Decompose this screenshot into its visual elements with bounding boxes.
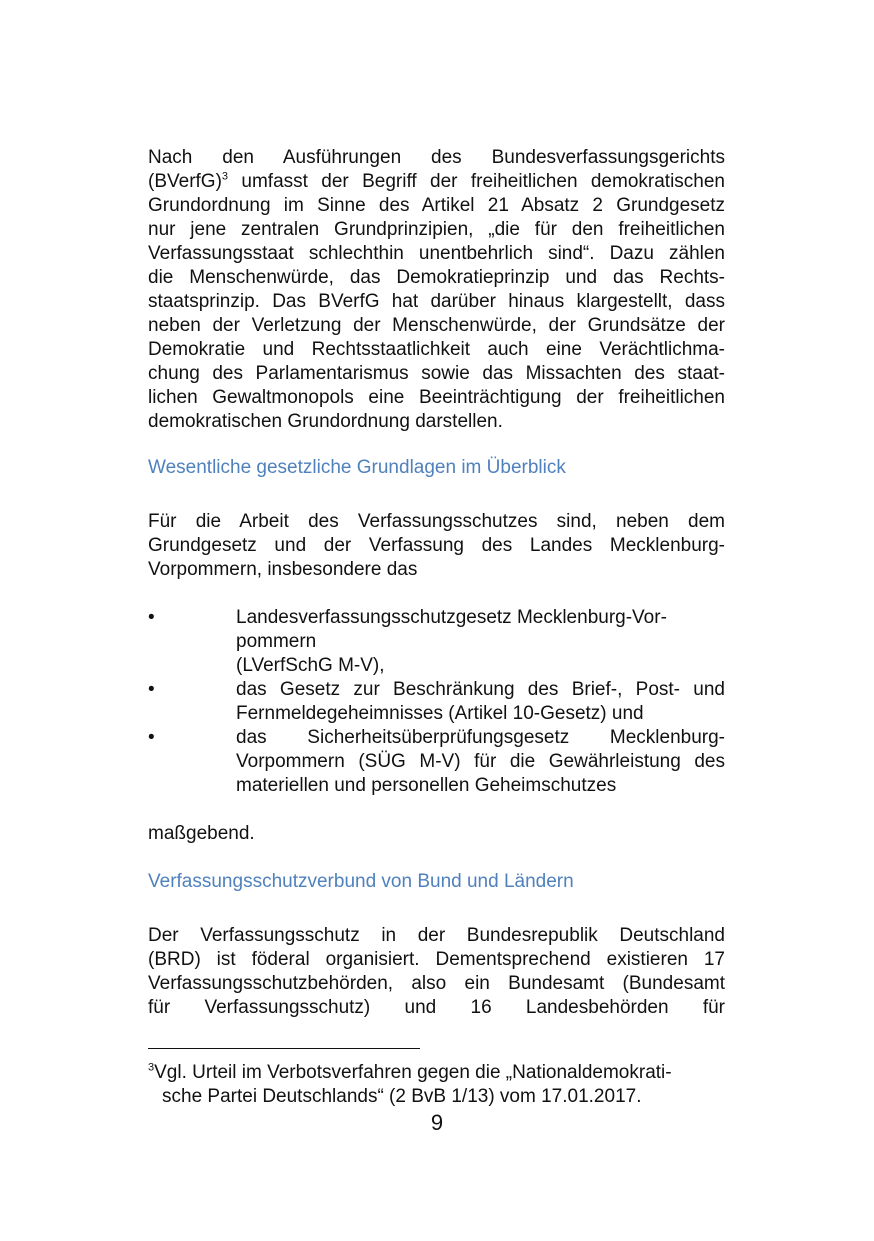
list-item-text xyxy=(236,726,725,798)
page-number: 9 xyxy=(430,1110,444,1135)
text-line: Grundordnung im Sinne des Artikel 21 Absatz 2 Grundgesetz xyxy=(148,195,725,216)
footnote-reference[interactable]: 3 xyxy=(221,170,229,183)
bullet-icon: • xyxy=(148,679,155,700)
text-line: pommern xyxy=(236,631,317,652)
footnote-marker: 3 xyxy=(148,1061,155,1074)
text-line: Verfassungsschutzbehörden, also ein Bundesamt (Bundesamt xyxy=(148,973,725,994)
text-line: für Verfassungsschutz) und 16 Landesbehörden für xyxy=(148,997,725,1018)
text-line: Vorpommern, insbesondere das xyxy=(148,559,418,580)
text-line: Für die Arbeit des Verfassungsschutzes sind, neben dem xyxy=(148,511,725,532)
footnote xyxy=(148,1061,725,1109)
section-heading-federal-network: Verfassungsschutzverbund von Bund und Ländern xyxy=(148,871,574,892)
text-fragment: (BVerfG) xyxy=(148,171,222,192)
paragraph-federal-structure xyxy=(148,924,725,1020)
bullet-list xyxy=(148,606,725,798)
text-line: das Sicherheitsüberprüfungsgesetz Mecklenburg- xyxy=(236,727,725,748)
text-line: Landesverfassungsschutzgesetz Mecklenburg-Vor- xyxy=(236,607,667,628)
text-line: staatsprinzip. Das BVerfG hat darüber hinaus klargestellt, dass xyxy=(148,291,725,312)
list-item xyxy=(148,726,725,798)
text-line: chung des Parlamentarismus sowie das Missachten des staat- xyxy=(148,363,725,384)
text-line: (LVerfSchG M-V), xyxy=(236,655,385,676)
page-body xyxy=(148,146,725,1020)
text-fragment: umfasst der Begriff der freiheitlichen demokratischen xyxy=(228,171,725,192)
bullet-icon: • xyxy=(148,727,155,748)
footnote-line xyxy=(148,1061,725,1085)
text-line: Verfassungsstaat schlechthin unentbehrlich sind“. Dazu zählen xyxy=(148,243,725,264)
footnote-text: Vgl. Urteil im Verbotsverfahren gegen die „Nationaldemokrati- xyxy=(154,1062,672,1083)
text-line: Fernmeldegeheimnisses (Artikel 10-Gesetz) und xyxy=(236,703,644,724)
text-line: nur jene zentralen Grundprinzipien, „die für den freiheitlichen xyxy=(148,219,725,240)
text-line: das Gesetz zur Beschränkung des Brief-, Post- und xyxy=(236,679,725,700)
text-line: Vorpommern (SÜG M-V) für die Gewährleistung des xyxy=(236,751,725,772)
text-line: Demokratie und Rechtsstaatlichkeit auch eine Verächtlichma- xyxy=(148,339,725,360)
text-line: lichen Gewaltmonopols eine Beeinträchtigung der freiheitlichen xyxy=(148,387,725,408)
text-line: demokratischen Grundordnung darstellen. xyxy=(148,411,503,432)
paragraph-constitutional-order xyxy=(148,146,725,434)
text-line: (BRD) ist föderal organisiert. Dementsprechend existieren 17 xyxy=(148,949,725,970)
list-item-text xyxy=(236,678,725,726)
footnote-line: sche Partei Deutschlands“ (2 BvB 1/13) vom 17.01.2017. xyxy=(162,1086,642,1107)
text-line: materiellen und personellen Geheimschutzes xyxy=(236,775,617,796)
text-line: Der Verfassungsschutz in der Bundesrepublik Deutschland xyxy=(148,925,725,946)
list-item xyxy=(148,606,725,678)
text-line xyxy=(148,170,725,194)
text-line: Grundgesetz und der Verfassung des Landes Mecklenburg- xyxy=(148,535,725,556)
text-line: die Menschenwürde, das Demokratieprinzip und das Rechts- xyxy=(148,267,725,288)
bullet-icon: • xyxy=(148,607,155,628)
list-item-text xyxy=(236,606,725,678)
list-item xyxy=(148,678,725,726)
paragraph-legal-intro xyxy=(148,510,725,582)
footnote-separator xyxy=(148,1048,420,1049)
section-heading-legal-foundations: Wesentliche gesetzliche Grundlagen im Überblick xyxy=(148,457,566,478)
closing-word: maßgebend. xyxy=(148,823,255,844)
text-line: neben der Verletzung der Menschenwürde, der Grundsätze der xyxy=(148,315,725,336)
text-line: Nach den Ausführungen des Bundesverfassungsgerichts xyxy=(148,147,725,168)
